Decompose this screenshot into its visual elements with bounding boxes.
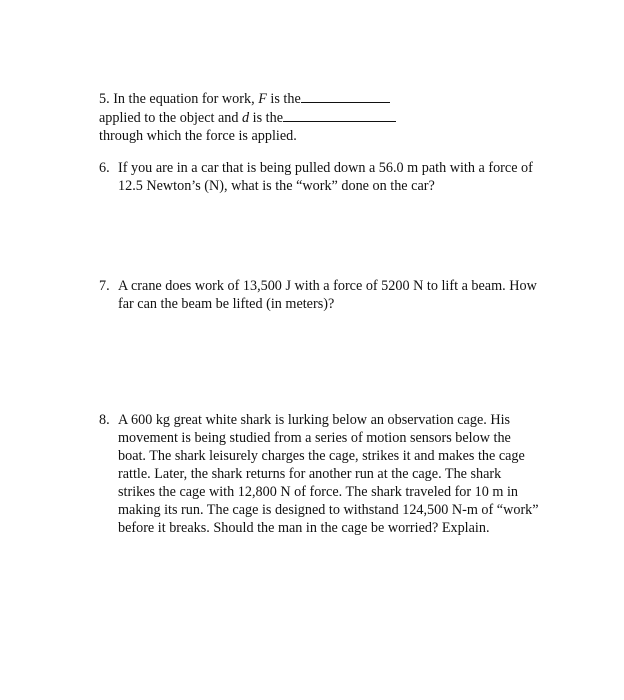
question-8-text: A 600 kg great white shark is lurking below an observation cage. His movement is being studied from a series of motion sensors below the boat. The shark leisurely charges the cage, strikes it and makes the cage rattle. Later, the shark returns for another run at the cage. The shark strikes the cage with 12,800 N of force. The shark traveled for 10 m in making its run. The cage is designed to withstand 124,500 N-m of “work” before it breaks. Should the man in the cage be worried? Explain. xyxy=(118,412,539,536)
question-5-text-b: is the xyxy=(266,91,301,107)
question-5-text-c: applied to the object and xyxy=(99,110,243,126)
question-7-text: A crane does work of 13,500 J with a force of 5200 N to lift a beam. How far can the beam be lifted (in meters)? xyxy=(118,278,537,312)
question-7 xyxy=(99,277,539,313)
question-5 xyxy=(99,89,539,145)
answer-blank-distance[interactable] xyxy=(283,108,396,122)
question-5-variable-f: F xyxy=(258,91,267,107)
question-6-number: 6. xyxy=(99,160,110,176)
question-6 xyxy=(99,159,539,195)
question-5-variable-d: d xyxy=(242,110,250,126)
question-7-number: 7. xyxy=(99,278,110,294)
question-5-text-a: In the equation for work, xyxy=(113,91,259,107)
question-6-text: If you are in a car that is being pulled down a 56.0 m path with a force of 12.5 Newton’s (N), what is the “work” done on the car? xyxy=(118,160,533,194)
question-5-text-d: is the xyxy=(249,110,283,126)
answer-blank-force[interactable] xyxy=(301,89,390,103)
question-5-line-3: through which the force is applied. xyxy=(99,128,297,144)
question-5-line-2 xyxy=(99,108,539,127)
question-8-number: 8. xyxy=(99,412,110,428)
question-5-line-1 xyxy=(99,89,539,108)
question-8 xyxy=(99,411,539,537)
question-5-number: 5. xyxy=(99,91,110,107)
